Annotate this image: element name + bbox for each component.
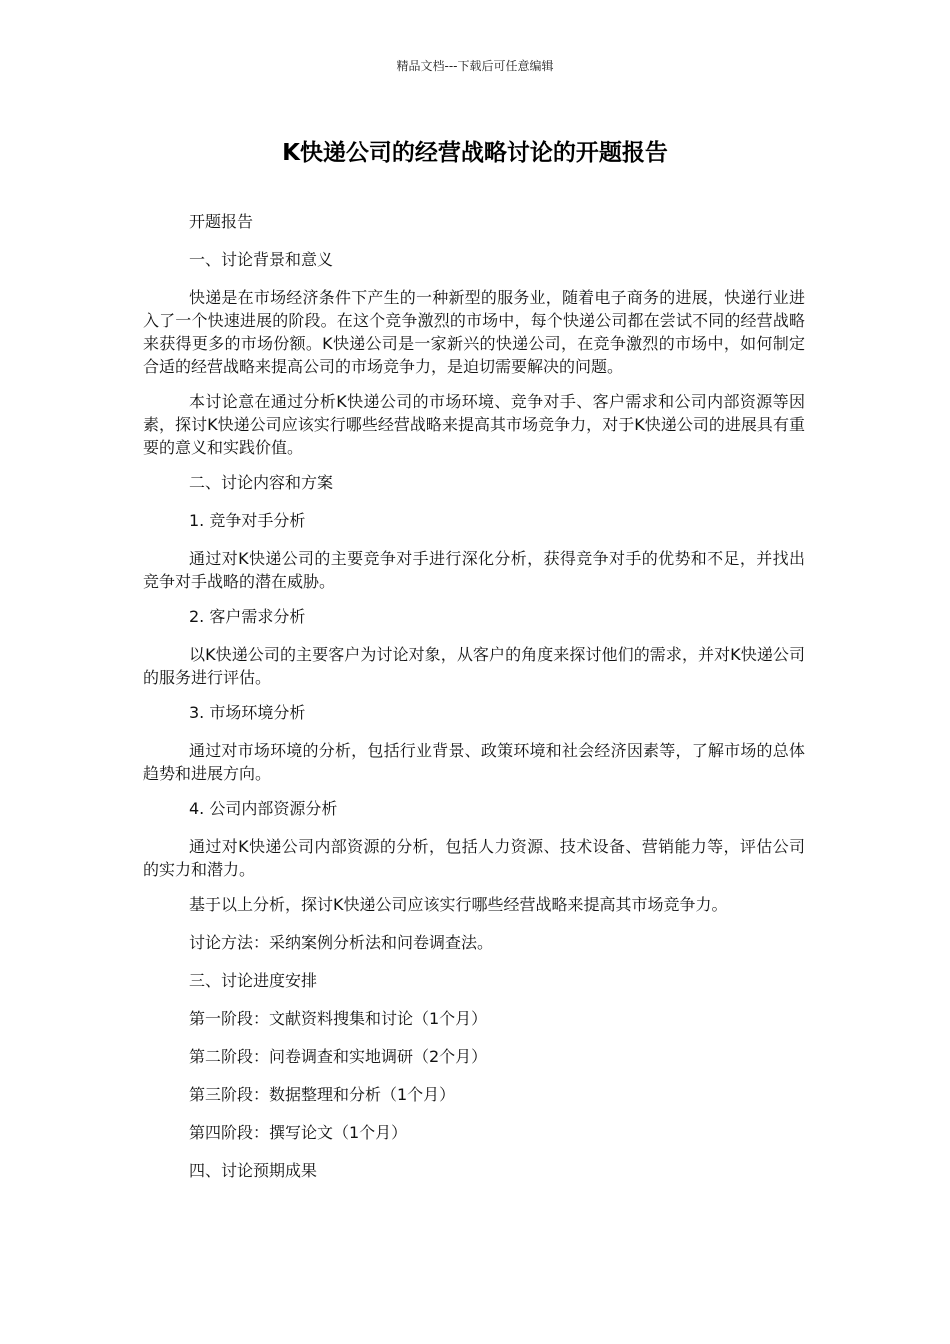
body-paragraph: 通过对K快递公司的主要竞争对手进行深化分析，获得竞争对手的优势和不足，并找出竞争对手战略的潜在威胁。 (143, 549, 805, 591)
section-heading: 四、讨论预期成果 (189, 1161, 318, 1180)
schedule-item: 第一阶段：文献资料搜集和讨论（1个月） (189, 1009, 488, 1028)
section-heading: 二、讨论内容和方案 (189, 473, 334, 492)
section-label: 开题报告 (189, 212, 254, 231)
schedule-item: 第四阶段：撰写论文（1个月） (189, 1123, 408, 1142)
subsection-heading: 2. 客户需求分析 (189, 607, 306, 626)
body-paragraph: 基于以上分析，探讨K快递公司应该实行哪些经营战略来提高其市场竞争力。 (189, 895, 728, 914)
body-paragraph: 本讨论意在通过分析K快递公司的市场环境、竞争对手、客户需求和公司内部资源等因素，探讨K快递公司应该实行哪些经营战略来提高其市场竞争力，对于K快递公司的进展具有重要的意义和实践价值。 (143, 392, 805, 457)
page-header: 精品文档---下载后可任意编辑 (396, 59, 554, 73)
subsection-heading: 3. 市场环境分析 (189, 703, 306, 722)
body-paragraph: 通过对K快递公司内部资源的分析，包括人力资源、技术设备、营销能力等，评估公司的实力和潜力。 (143, 837, 805, 879)
document-body (143, 210, 805, 1197)
document-title: K快递公司的经营战略讨论的开题报告 (282, 140, 668, 166)
subsection-heading: 1. 竞争对手分析 (189, 511, 306, 530)
schedule-item: 第二阶段：问卷调查和实地调研（2个月） (189, 1047, 488, 1066)
schedule-item: 第三阶段：数据整理和分析（1个月） (189, 1085, 456, 1104)
body-paragraph: 以K快递公司的主要客户为讨论对象，从客户的角度来探讨他们的需求，并对K快递公司的服务进行评估。 (143, 645, 805, 687)
body-paragraph: 通过对市场环境的分析，包括行业背景、政策环境和社会经济因素等，了解市场的总体趋势和进展方向。 (143, 741, 805, 783)
section-heading: 三、讨论进度安排 (189, 971, 318, 990)
section-heading: 一、讨论背景和意义 (189, 250, 334, 269)
body-paragraph: 讨论方法：采纳案例分析法和问卷调查法。 (189, 933, 494, 952)
body-paragraph: 快递是在市场经济条件下产生的一种新型的服务业，随着电子商务的进展，快递行业进入了一个快速进展的阶段。在这个竞争激烈的市场中，每个快递公司都在尝试不同的经营战略来获得更多的市场份额。K快递公司是一家新兴的快递公司，在竞争激烈的市场中，如何制定合适的经营战略来提高公司的市场竞争力，是迫切需要解决的问题。 (143, 288, 805, 376)
subsection-heading: 4. 公司内部资源分析 (189, 799, 338, 818)
